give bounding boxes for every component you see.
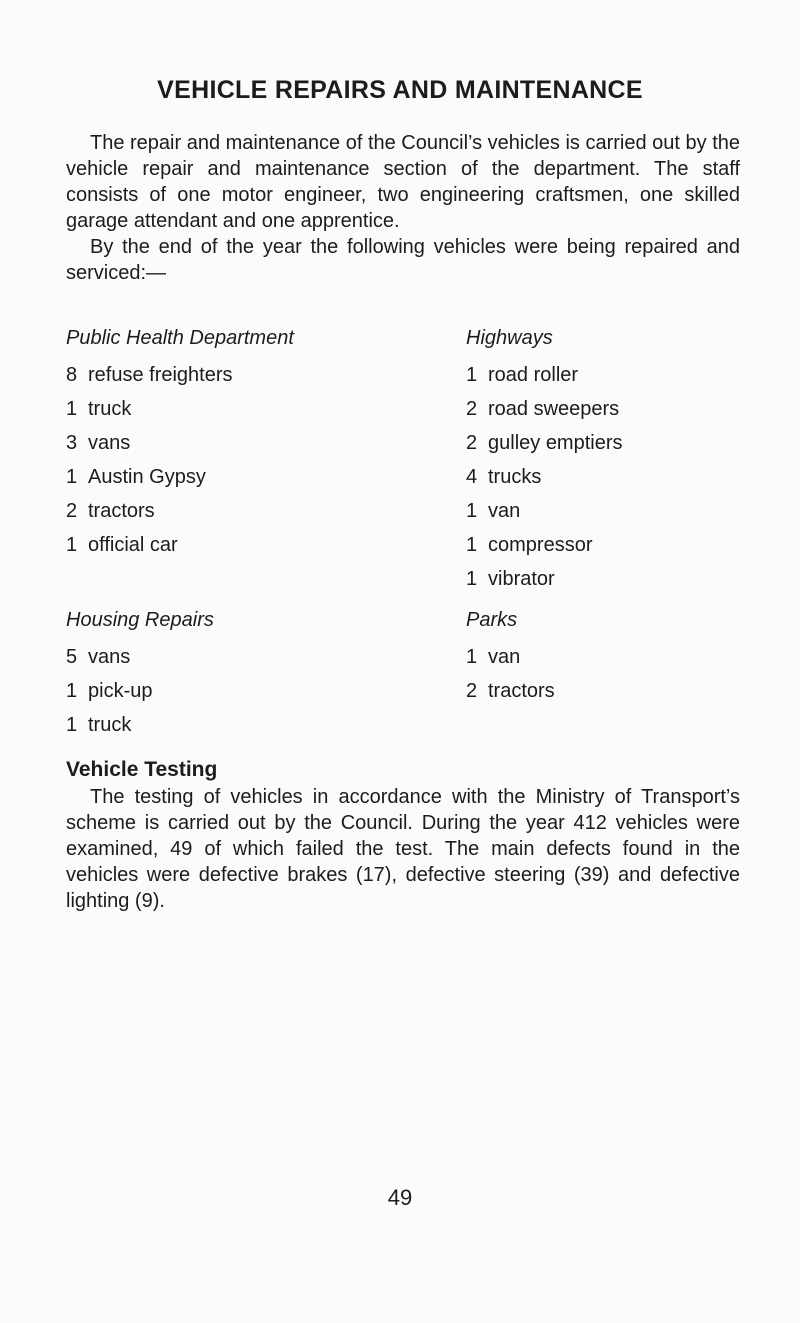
list-item [66, 708, 214, 742]
item-count: 1 [466, 364, 478, 386]
highways-list [466, 323, 623, 596]
item-count: 1 [466, 534, 478, 556]
item-count: 1 [466, 568, 478, 590]
list-item [466, 674, 555, 708]
item-count: 1 [66, 534, 78, 556]
list-item [466, 640, 555, 674]
item-label: truck [88, 714, 132, 736]
item-label: official car [88, 534, 178, 556]
list-item [466, 392, 623, 426]
item-count: 1 [66, 680, 78, 702]
vehicle-testing-heading: Vehicle Testing [66, 758, 218, 781]
list-item [66, 426, 294, 460]
item-label: pick-up [88, 680, 153, 702]
list-item [66, 460, 294, 494]
housing-repairs-list [66, 605, 214, 742]
item-label: truck [88, 398, 132, 420]
vehicles-intro-paragraph [66, 234, 740, 286]
item-count: 1 [66, 714, 78, 736]
item-count: 4 [466, 466, 478, 488]
intro-paragraph [66, 130, 740, 234]
list-item [466, 460, 623, 494]
list-item [466, 562, 623, 596]
item-count: 3 [66, 432, 78, 454]
list-heading: Highways [466, 327, 553, 349]
list-item [66, 640, 214, 674]
list-item [66, 674, 214, 708]
list-item [466, 494, 623, 528]
item-label: vans [88, 646, 131, 668]
public-health-list [66, 323, 294, 562]
item-label: Austin Gypsy [88, 466, 206, 488]
list-item [66, 528, 294, 562]
item-label: refuse freighters [88, 364, 233, 386]
parks-list [466, 605, 555, 708]
intro-paragraph-text: The repair and maintenance of the Council’s vehicles is carried out by the vehicle repair and maintenance section of the department. The staff consists of one motor engineer, two engineering craftsmen, one skilled garage attendant and one apprentice. [66, 132, 740, 232]
item-label: van [488, 646, 521, 668]
list-heading: Public Health Department [66, 327, 294, 349]
item-label: compressor [488, 534, 593, 556]
list-item [466, 358, 623, 392]
item-count: 2 [66, 500, 78, 522]
item-label: vibrator [488, 568, 555, 590]
item-count: 1 [466, 500, 478, 522]
list-item [66, 358, 294, 392]
item-count: 1 [466, 646, 478, 668]
item-count: 8 [66, 364, 78, 386]
item-count: 1 [66, 398, 78, 420]
item-label: tractors [88, 500, 155, 522]
item-count: 2 [466, 398, 478, 420]
page-number: 49 [387, 1185, 413, 1210]
item-label: gulley emptiers [488, 432, 623, 454]
vehicle-testing-paragraph [66, 784, 740, 914]
list-item [466, 528, 623, 562]
item-label: road sweepers [488, 398, 620, 420]
item-label: trucks [488, 466, 542, 488]
list-item [66, 494, 294, 528]
list-item [466, 426, 623, 460]
item-label: van [488, 500, 521, 522]
item-label: road roller [488, 364, 579, 386]
item-count: 5 [66, 646, 78, 668]
page-title: VEHICLE REPAIRS AND MAINTENANCE [157, 76, 643, 104]
list-item [66, 392, 294, 426]
item-count: 2 [466, 432, 478, 454]
vehicle-testing-text: The testing of vehicles in accordance with the Ministry of Transport’s scheme is carried out by the Council. During the year 412 vehicles were examined, 49 of which failed the test. The main defects found in the vehicles were defective brakes (17), defective steering (39) and defective lighting (9). [66, 786, 740, 912]
item-label: tractors [488, 680, 555, 702]
list-heading: Housing Repairs [66, 609, 214, 631]
vehicles-intro-text: By the end of the year the following vehicles were being repaired and serviced:— [66, 236, 740, 284]
item-count: 2 [466, 680, 478, 702]
item-count: 1 [66, 466, 78, 488]
item-label: vans [88, 432, 131, 454]
list-heading: Parks [466, 609, 518, 631]
